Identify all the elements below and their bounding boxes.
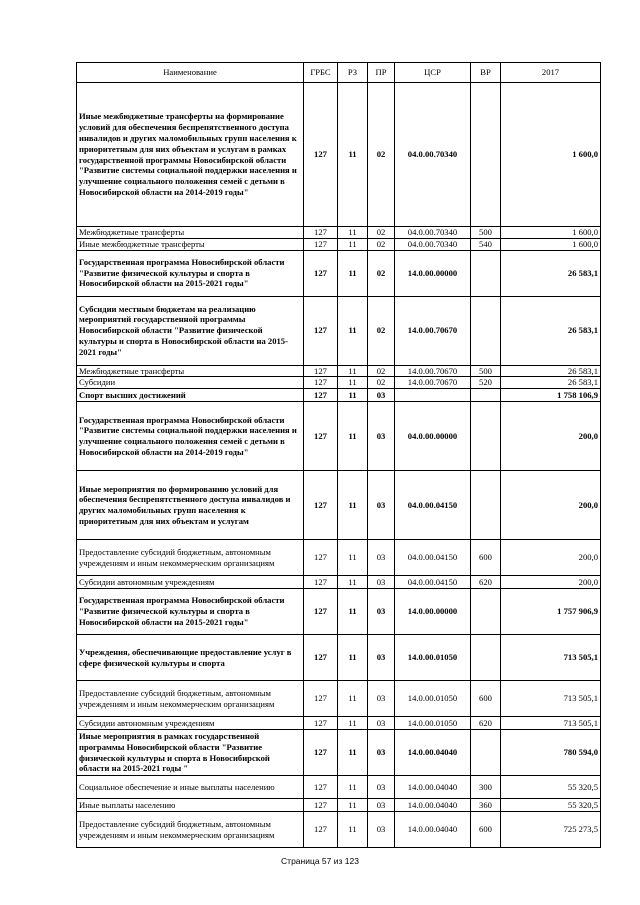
- cell-name: Предоставление субсидий бюджетным, автономным учреждениям и иным некоммерческим организациям: [77, 812, 304, 848]
- cell-amount: 713 505,1: [501, 635, 601, 681]
- cell-rz: 11: [338, 812, 368, 848]
- table-row: [77, 377, 601, 389]
- cell-pr: 03: [368, 681, 395, 717]
- cell-name: Субсидии: [77, 377, 304, 389]
- cell-amount: 26 583,1: [501, 365, 601, 377]
- cell-pr: 03: [368, 776, 395, 799]
- cell-pr: 02: [368, 365, 395, 377]
- cell-rz: 11: [338, 365, 368, 377]
- cell-grbs: 127: [304, 238, 338, 250]
- cell-csr: 14.0.00.00000: [395, 589, 471, 635]
- cell-vr: 500: [471, 365, 501, 377]
- cell-csr: 14.0.00.01050: [395, 681, 471, 717]
- cell-name: Государственная программа Новосибирской области "Развитие физической культуры и спорта в Новосибирской области на 2015-2021 годы": [77, 250, 304, 296]
- cell-rz: 11: [338, 589, 368, 635]
- cell-rz: 11: [338, 250, 368, 296]
- cell-rz: 11: [338, 471, 368, 540]
- cell-pr: 03: [368, 576, 395, 589]
- table-row: [77, 635, 601, 681]
- cell-pr: 03: [368, 471, 395, 540]
- cell-grbs: 127: [304, 730, 338, 776]
- cell-rz: 11: [338, 402, 368, 471]
- table-row: [77, 589, 601, 635]
- cell-csr: 04.0.00.00000: [395, 402, 471, 471]
- cell-csr: 04.0.00.70340: [395, 238, 471, 250]
- cell-name: Предоставление субсидий бюджетным, автономным учреждениям и иным некоммерческим организациям: [77, 681, 304, 717]
- cell-vr: 600: [471, 540, 501, 576]
- cell-pr: 03: [368, 717, 395, 730]
- cell-csr: 04.0.00.70340: [395, 83, 471, 227]
- cell-amount: 55 320,5: [501, 776, 601, 799]
- cell-csr: 04.0.00.04150: [395, 471, 471, 540]
- cell-rz: 11: [338, 296, 368, 365]
- cell-vr: 620: [471, 717, 501, 730]
- header-rz: РЗ: [338, 63, 368, 83]
- cell-vr: [471, 589, 501, 635]
- cell-name: Иные мероприятия в рамках государственной программы Новосибирской области "Развитие физической культуры и спорта в Новосибирской области на 2015-2021 годы ": [77, 730, 304, 776]
- table-row: [77, 799, 601, 812]
- cell-csr: 14.0.00.01050: [395, 717, 471, 730]
- cell-pr: 03: [368, 635, 395, 681]
- cell-vr: 600: [471, 812, 501, 848]
- cell-vr: 500: [471, 227, 501, 239]
- cell-name: Спорт высших достижений: [77, 389, 304, 402]
- cell-grbs: 127: [304, 250, 338, 296]
- cell-vr: 540: [471, 238, 501, 250]
- cell-pr: 02: [368, 296, 395, 365]
- cell-vr: [471, 296, 501, 365]
- cell-pr: 03: [368, 402, 395, 471]
- cell-grbs: 127: [304, 296, 338, 365]
- cell-vr: [471, 730, 501, 776]
- cell-name: Субсидии местным бюджетам на реализацию мероприятий государственной программы Новосибирской области "Развитие физической культуры и спорта в Новосибирской области на 2015-2021 годы": [77, 296, 304, 365]
- cell-amount: 26 583,1: [501, 296, 601, 365]
- table-row: [77, 540, 601, 576]
- cell-rz: 11: [338, 799, 368, 812]
- cell-rz: 11: [338, 227, 368, 239]
- cell-rz: 11: [338, 635, 368, 681]
- cell-rz: 11: [338, 717, 368, 730]
- cell-pr: 03: [368, 389, 395, 402]
- cell-rz: 11: [338, 238, 368, 250]
- cell-amount: 200,0: [501, 540, 601, 576]
- cell-rz: 11: [338, 83, 368, 227]
- header-year: 2017: [501, 63, 601, 83]
- cell-rz: 11: [338, 576, 368, 589]
- cell-grbs: 127: [304, 389, 338, 402]
- page-number: Страница 57 из 123: [281, 856, 359, 866]
- header-grbs: ГРБС: [304, 63, 338, 83]
- cell-grbs: 127: [304, 402, 338, 471]
- cell-pr: 03: [368, 799, 395, 812]
- cell-name: Государственная программа Новосибирской области "Развитие системы социальной поддержки населения и улучшение социального положения семей с детьми в Новосибирской области на 2014-2019 годы": [77, 402, 304, 471]
- cell-csr: 14.0.00.04040: [395, 776, 471, 799]
- table-row: [77, 471, 601, 540]
- cell-grbs: 127: [304, 365, 338, 377]
- cell-csr: 14.0.00.04040: [395, 730, 471, 776]
- cell-pr: 03: [368, 540, 395, 576]
- cell-vr: 620: [471, 576, 501, 589]
- cell-grbs: 127: [304, 799, 338, 812]
- budget-table: [76, 62, 601, 848]
- cell-amount: 26 583,1: [501, 377, 601, 389]
- cell-name: Иные межбюджетные трансферты: [77, 238, 304, 250]
- cell-amount: 200,0: [501, 471, 601, 540]
- cell-csr: 14.0.00.70670: [395, 296, 471, 365]
- cell-csr: 14.0.00.70670: [395, 377, 471, 389]
- cell-amount: 1 600,0: [501, 83, 601, 227]
- cell-csr: 04.0.00.70340: [395, 227, 471, 239]
- cell-name: Социальное обеспечение и иные выплаты населению: [77, 776, 304, 799]
- cell-name: Межбюджетные трансферты: [77, 365, 304, 377]
- cell-rz: 11: [338, 776, 368, 799]
- cell-amount: 26 583,1: [501, 250, 601, 296]
- cell-name: Государственная программа Новосибирской области "Развитие физической культуры и спорта в Новосибирской области на 2015-2021 годы": [77, 589, 304, 635]
- cell-grbs: 127: [304, 540, 338, 576]
- cell-csr: 14.0.00.04040: [395, 799, 471, 812]
- table-row: [77, 238, 601, 250]
- cell-vr: 600: [471, 681, 501, 717]
- cell-grbs: 127: [304, 377, 338, 389]
- table-row: [77, 365, 601, 377]
- cell-grbs: 127: [304, 471, 338, 540]
- cell-pr: 02: [368, 238, 395, 250]
- cell-grbs: 127: [304, 576, 338, 589]
- cell-vr: 300: [471, 776, 501, 799]
- cell-amount: 1 600,0: [501, 227, 601, 239]
- cell-pr: 03: [368, 589, 395, 635]
- table-row: [77, 681, 601, 717]
- cell-csr: 14.0.00.04040: [395, 812, 471, 848]
- cell-amount: 200,0: [501, 576, 601, 589]
- cell-grbs: 127: [304, 83, 338, 227]
- cell-grbs: 127: [304, 717, 338, 730]
- cell-csr: 14.0.00.70670: [395, 365, 471, 377]
- cell-amount: 1 600,0: [501, 238, 601, 250]
- cell-vr: 360: [471, 799, 501, 812]
- table-row: [77, 296, 601, 365]
- cell-vr: [471, 83, 501, 227]
- cell-vr: [471, 389, 501, 402]
- cell-rz: 11: [338, 730, 368, 776]
- cell-name: Иные мероприятия по формированию условий для обеспечения беспрепятственного доступа инвалидов и других маломобильных групп населения к приоритетным для них объектам и услугам: [77, 471, 304, 540]
- cell-pr: 02: [368, 83, 395, 227]
- cell-pr: 03: [368, 812, 395, 848]
- cell-vr: [471, 250, 501, 296]
- cell-csr: 14.0.00.01050: [395, 635, 471, 681]
- cell-name: Субсидии автономным учреждениям: [77, 576, 304, 589]
- cell-name: Учреждения, обеспечивающие предоставление услуг в сфере физической культуры и спорта: [77, 635, 304, 681]
- cell-grbs: 127: [304, 227, 338, 239]
- table-row: [77, 389, 601, 402]
- table-row: [77, 812, 601, 848]
- cell-rz: 11: [338, 540, 368, 576]
- cell-pr: 02: [368, 227, 395, 239]
- header-vr: ВР: [471, 63, 501, 83]
- cell-csr: 04.0.00.04150: [395, 540, 471, 576]
- table-row: [77, 776, 601, 799]
- cell-amount: 200,0: [501, 402, 601, 471]
- table-row: [77, 227, 601, 239]
- table-row: [77, 402, 601, 471]
- cell-grbs: 127: [304, 589, 338, 635]
- cell-csr: [395, 389, 471, 402]
- cell-csr: 04.0.00.04150: [395, 576, 471, 589]
- table-row: [77, 576, 601, 589]
- cell-amount: 780 594,0: [501, 730, 601, 776]
- cell-vr: 520: [471, 377, 501, 389]
- cell-amount: 725 273,5: [501, 812, 601, 848]
- cell-pr: 02: [368, 377, 395, 389]
- header-pr: ПР: [368, 63, 395, 83]
- cell-amount: 713 505,1: [501, 681, 601, 717]
- header-csr: ЦСР: [395, 63, 471, 83]
- cell-name: Иные выплаты населению: [77, 799, 304, 812]
- cell-vr: [471, 402, 501, 471]
- cell-rz: 11: [338, 681, 368, 717]
- cell-grbs: 127: [304, 681, 338, 717]
- cell-vr: [471, 635, 501, 681]
- cell-grbs: 127: [304, 635, 338, 681]
- cell-pr: 02: [368, 250, 395, 296]
- cell-name: Межбюджетные трансферты: [77, 227, 304, 239]
- header-name: Наименование: [77, 63, 304, 83]
- cell-amount: 55 320,5: [501, 799, 601, 812]
- header-row: [77, 63, 601, 83]
- cell-csr: 14.0.00.00000: [395, 250, 471, 296]
- cell-pr: 03: [368, 730, 395, 776]
- table-row: [77, 83, 601, 227]
- cell-vr: [471, 471, 501, 540]
- cell-name: Иные межбюджетные трансферты на формирование условий для обеспечения беспрепятственного доступа инвалидов и других маломобильных групп населения к приоритетным для них объектам и услугам в рамках государственной программы Новосибирской области "Развитие системы социальной поддержки населения и улучшение социального положения семей с детьми в Новосибирской области на 2014-2019 годы": [77, 83, 304, 227]
- cell-name: Предоставление субсидий бюджетным, автономным учреждениям и иным некоммерческим организациям: [77, 540, 304, 576]
- cell-rz: 11: [338, 377, 368, 389]
- cell-amount: 713 505,1: [501, 717, 601, 730]
- cell-name: Субсидии автономным учреждениям: [77, 717, 304, 730]
- table-row: [77, 730, 601, 776]
- cell-grbs: 127: [304, 812, 338, 848]
- cell-amount: 1 757 906,9: [501, 589, 601, 635]
- cell-rz: 11: [338, 389, 368, 402]
- cell-amount: 1 758 106,9: [501, 389, 601, 402]
- table-row: [77, 250, 601, 296]
- table-row: [77, 717, 601, 730]
- cell-grbs: 127: [304, 776, 338, 799]
